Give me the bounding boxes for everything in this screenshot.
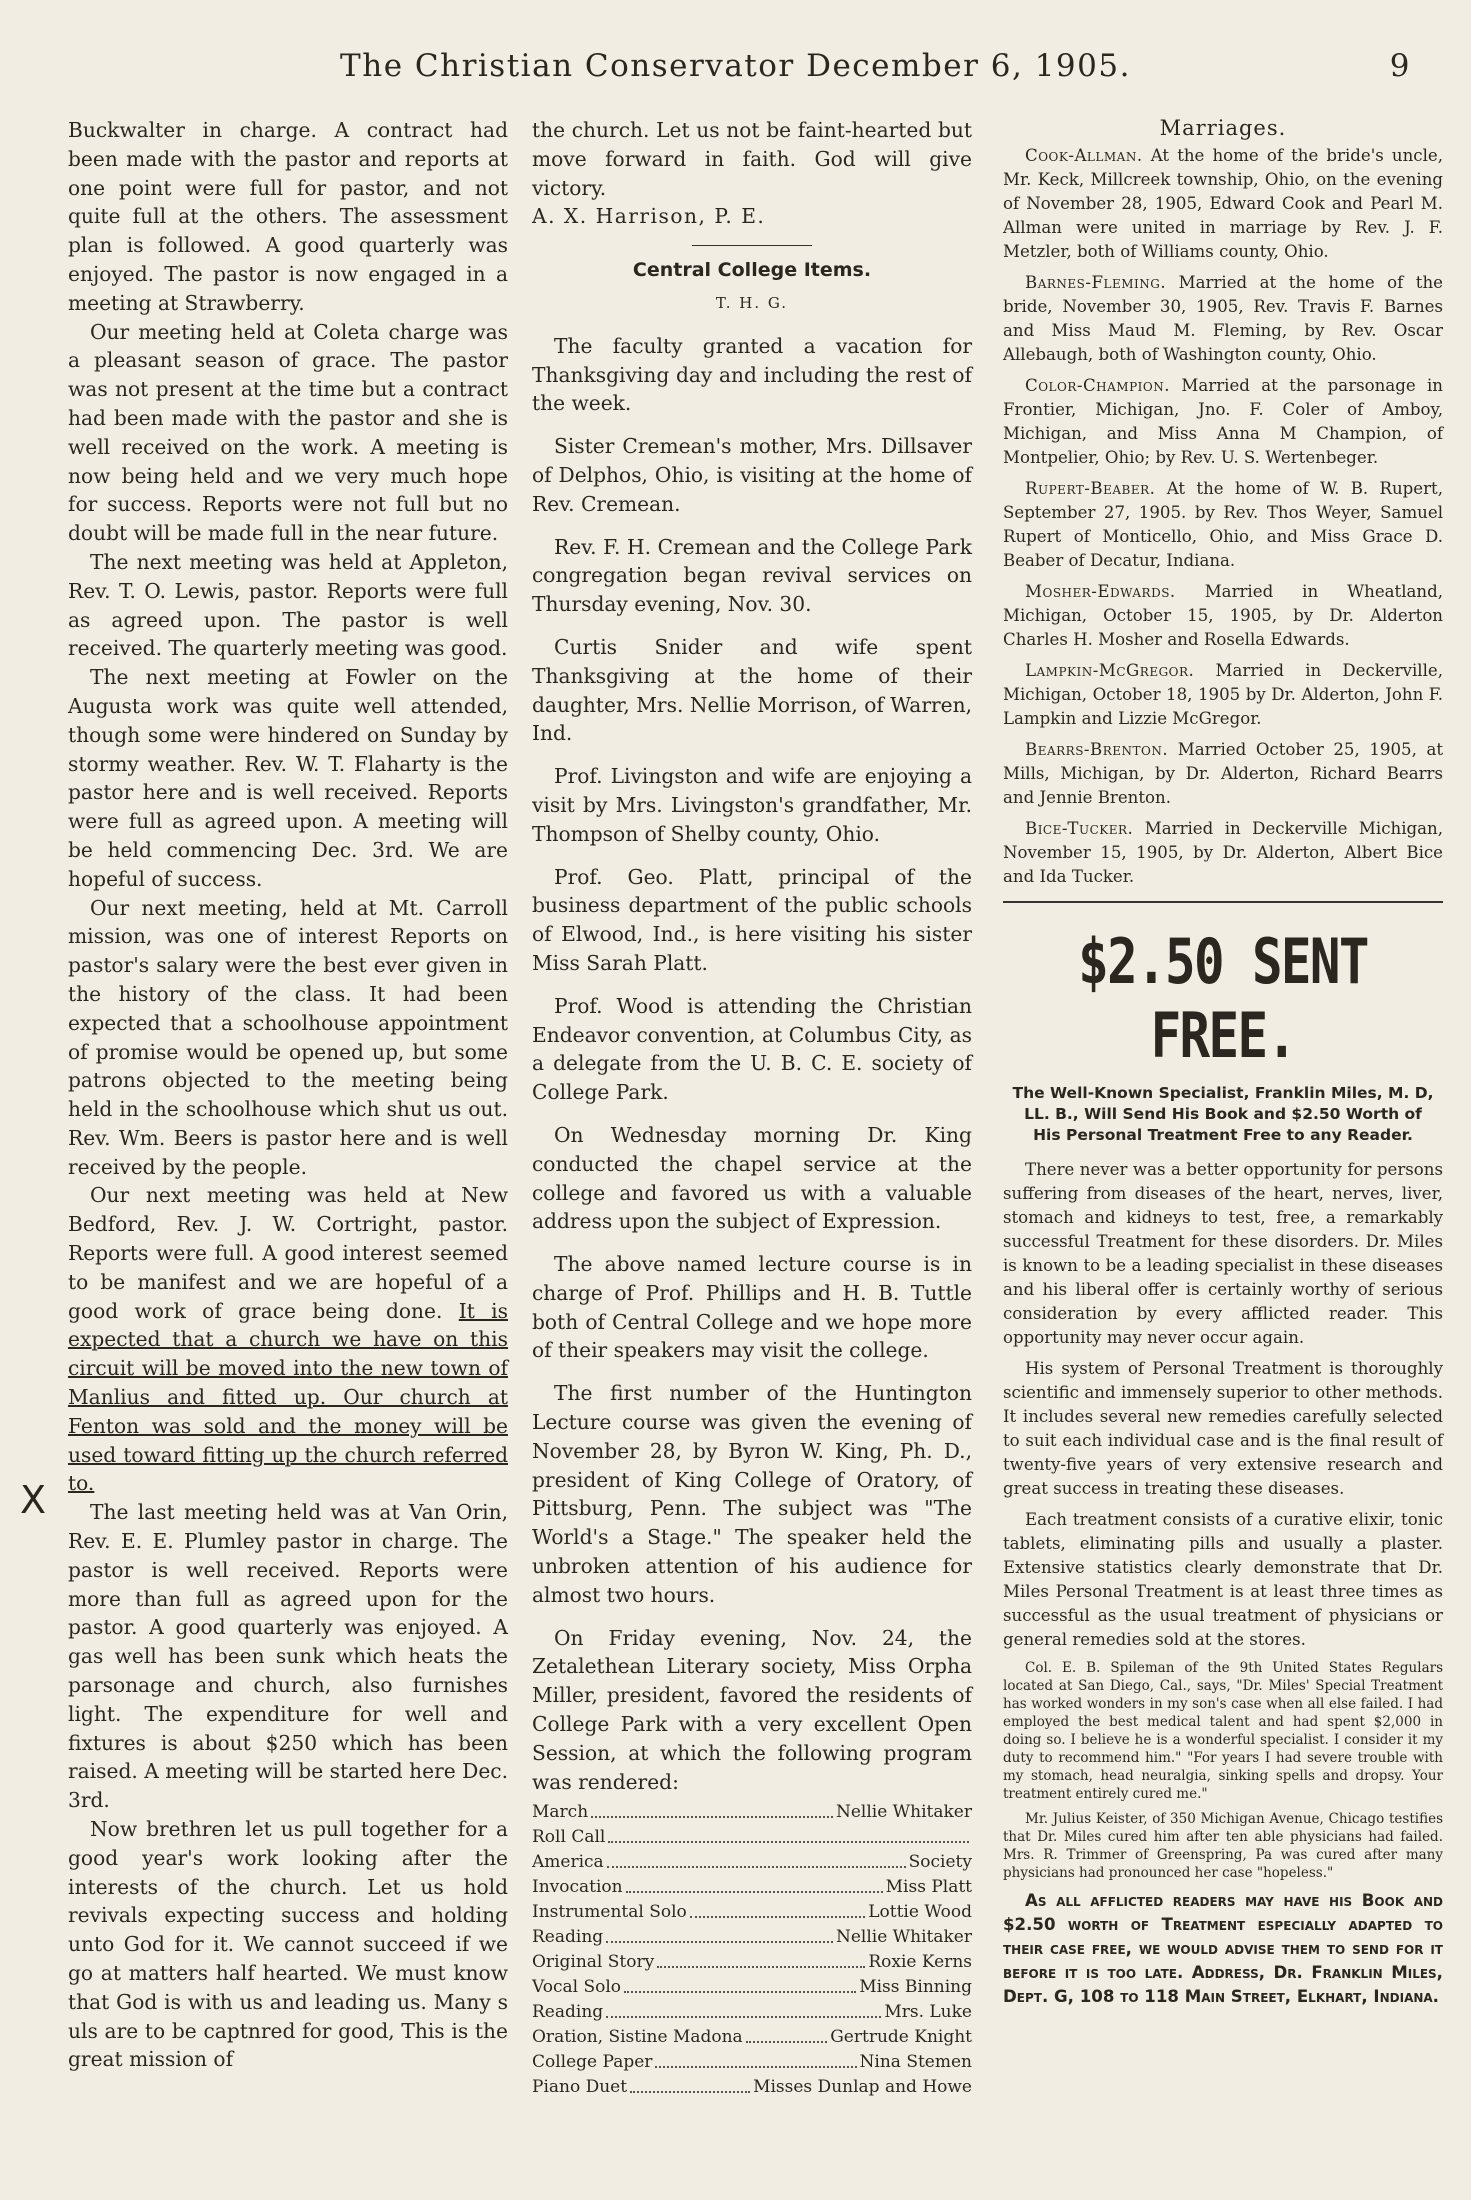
advertisement-divider — [1003, 901, 1443, 903]
program-performer: Roxie Kerns — [868, 1952, 972, 1973]
program-performer: Nina Stemen — [859, 2052, 972, 2073]
article-paragraph: Our next meeting, held at Mt. Carroll mission, was one of interest Reports on pastor's salary were the best ever given in the history of the class. It had been expected that a schoolhouse appointment of promise would be opened up, but some patrons objected to the meeting being held in the schoolhouse which shut us out. Rev. Wm. Beers is pastor here and is well received by the people. — [68, 895, 508, 1179]
marriage-text: Married at the parsonage in Frontier, Michigan, Jno. F. Coler of Amboy, Michigan, and Miss Anna M Champion, of Montpelier, Ohio; by Rev. U. S. Wertenbeger. — [1003, 376, 1443, 467]
program-performer: Nellie Whitaker — [835, 1802, 972, 1823]
program-list — [532, 1800, 972, 2100]
article-paragraph: The next meeting at Fowler on the Augusta work was quite well attended, though some were hindered on Sunday by stormy weather. Rev. W. T. Flaharty is the pastor here and is well received. Reports were full as agreed upon. A meeting will be held commencing Dec. 3rd. We are hopeful of success. — [68, 665, 508, 891]
marriage-names: Color-Champion. — [1025, 376, 1171, 395]
program-item: Instrumental Solo — [532, 1902, 687, 1923]
marriage-notice — [1003, 817, 1443, 889]
program-item: Invocation — [532, 1877, 623, 1898]
program-row — [532, 1900, 972, 1925]
program-performer: Miss Binning — [859, 1977, 972, 1998]
leader-dots — [624, 1975, 856, 1993]
program-row — [532, 1800, 972, 1825]
column-1 — [68, 116, 508, 2074]
ad-testimonial: Mr. Julius Keister, of 350 Michigan Avenue, Chicago testifies that Dr. Miles cured him after ten able physicians had failed. Mrs. R. Trimmer of Greenspring, Pa was cured after many physicians had pronounced her case "hopeless." — [1003, 1811, 1443, 1881]
ad-headline: $2.50 SENT FREE. — [1078, 925, 1368, 1072]
news-item: The faculty granted a vacation for Thanksgiving day and including the rest of the week. — [532, 333, 972, 416]
ad-paragraph: Each treatment consists of a curative elixir, tonic tablets, eliminating pills and usually a plaster. Extensive statistics clearly demonstrate that Dr. Miles Personal Treatment is at least three times as successful as the usual treatment of physicians or general remedies sold at the stores. — [1003, 1510, 1443, 1649]
section-title: Central College Items. — [632, 259, 872, 282]
news-item: On Friday evening, Nov. 24, the Zetalethean Literary society, Miss Orpha Miller, president, favored the residents of College Park with a very excellent Open Session, at which the following program was rendered: — [532, 1625, 972, 1794]
program-item: Reading — [532, 2002, 604, 2023]
program-performer: Gertrude Knight — [830, 2027, 972, 2048]
news-item: Prof. Livingston and wife are enjoying a visit by Mrs. Livingston's grandfather, Mr. Thompson of Shelby county, Ohio. — [532, 764, 972, 846]
program-row — [532, 1925, 972, 1950]
news-item: Prof. Wood is attending the Christian Endeavor convention, at Columbus City, as a delegate from the U. B. C. E. society of College Park. — [532, 993, 972, 1105]
leader-dots — [690, 1900, 865, 1918]
news-item: Curtis Snider and wife spent Thanksgiving at the home of their daughter, Mrs. Nellie Morrison, of Warren, Ind. — [532, 634, 972, 746]
marriage-names: Mosher-Edwards. — [1025, 582, 1176, 601]
leader-dots — [746, 2025, 828, 2043]
leader-dots — [591, 1800, 833, 1818]
marriage-text: At the home of W. B. Rupert, September 27, 1905. by Rev. Thos Weyer, Samuel Rupert of Monticello, Ohio, and Miss Grace D. Beaber of Decatur, Indiana. — [1003, 479, 1443, 570]
marriage-notice — [1003, 659, 1443, 731]
program-performer: Mrs. Luke — [884, 2002, 972, 2023]
marriage-notice — [1003, 738, 1443, 810]
section-byline: T. H. G. — [715, 293, 789, 312]
leader-dots — [607, 1850, 906, 1868]
leader-dots — [606, 1925, 833, 1943]
program-performer: Lottie Wood — [868, 1902, 972, 1923]
article-paragraph: Our meeting held at Coleta charge was a pleasant season of grace. The pastor was not present at the time but a contract had been made with the pastor and she is well received on the work. A meeting is now being held and we very much hope for success. Reports were not full but no doubt will be made full in the near future. — [68, 319, 508, 546]
marriages-title: Marriages. — [1159, 116, 1287, 140]
program-item: Roll Call — [532, 1827, 606, 1848]
program-item: Vocal Solo — [532, 1977, 622, 1998]
article-paragraph: The next meeting was held at Appleton, Rev. T. O. Lewis, pastor. Reports were full as agreed upon. The pastor is well received. The quarterly meeting was good. — [68, 549, 508, 661]
page-header — [0, 48, 1471, 84]
program-row — [532, 2075, 972, 2100]
ad-paragraph: There never was a better opportunity for persons suffering from diseases of the heart, nerves, liver, stomach and kidneys to test, free, a remarkably successful Treatment for these disorders. Dr. Miles is known to be a leading specialist in these diseases and his liberal offer is certainly worthy of serious consideration by every afflicted reader. This opportunity may never occur again. — [1003, 1160, 1443, 1347]
program-row — [532, 1975, 972, 2000]
masthead-title: The Christian Conservator December 6, 1905. — [340, 48, 1131, 84]
news-item: The first number of the Huntington Lecture course was given the evening of November 28, by Byron W. King, Ph. D., president of King College of Oratory, of Pittsburg, Penn. The subject was "The World's a Stage." The speaker held the unbroken attention of his audience for almost two hours. — [532, 1381, 972, 1607]
program-item: College Paper — [532, 2052, 653, 2073]
article-paragraph: the church. Let us not be faint-hearted but move forward in faith. God will give victory. — [532, 118, 972, 200]
program-performer: Nellie Whitaker — [835, 1927, 972, 1948]
program-item: Oration, Sistine Madona — [532, 2027, 743, 2048]
program-row — [532, 2000, 972, 2025]
marriage-names: Bearrs-Brenton. — [1025, 740, 1169, 759]
news-item: Sister Cremean's mother, Mrs. Dillsaver of Delphos, Ohio, is visiting at the home of Rev. Cremean. — [532, 434, 972, 516]
section-divider — [692, 245, 812, 246]
program-item: Piano Duet — [532, 2077, 628, 2098]
program-row — [532, 1950, 972, 1975]
program-item: America — [532, 1852, 604, 1873]
leader-dots — [606, 2000, 881, 2018]
marriage-notice — [1003, 580, 1443, 652]
leader-dots — [657, 1950, 865, 1968]
marriage-names: Barnes-Fleming. — [1025, 273, 1167, 292]
marriage-text: Married in Deckerville, Michigan, October 18, 1905 by Dr. Alderton, John F. Lampkin and Lizzie McGregor. — [1003, 661, 1443, 728]
marriage-text: Married October 25, 1905, at Mills, Michigan, by Dr. Alderton, Richard Bearrs and Jennie Brenton. — [1003, 740, 1444, 807]
program-row — [532, 1850, 972, 1875]
underlined-passage: It is expected that a church we have on this circuit will be moved into the new town of Manlius and fitted up. Our church at Fenton was sold and the money will be used toward fitting up the church referred to. — [68, 1298, 509, 1496]
program-performer: Misses Dunlap and Howe — [753, 2077, 972, 2098]
marriage-text: Married in Wheatland, Michigan, October 15, 1905, by Dr. Alderton Charles H. Mosher and Rosella Edwards. — [1003, 582, 1444, 649]
news-item: Rev. F. H. Cremean and the College Park congregation began revival services on Thursday evening, Nov. 30. — [532, 534, 972, 617]
marriage-names: Bice-Tucker. — [1025, 819, 1134, 838]
ad-subheadline: The Well-Known Specialist, Franklin Miles, M. D, LL. B., Will Send His Book and $2.50 Worth of His Personal Treatment Free to any Reader. — [1012, 1084, 1434, 1144]
leader-dots — [608, 1825, 969, 1843]
marriage-names: Cook-Allman. — [1025, 146, 1143, 165]
program-row — [532, 1875, 972, 1900]
marriage-notice — [1003, 374, 1443, 470]
program-row — [532, 1825, 972, 1850]
marriage-names: Lampkin-McGregor. — [1025, 661, 1195, 680]
ad-testimonial: Col. E. B. Spileman of the 9th United States Regulars located at San Diego, Cal., says, "Dr. Miles' Special Treatment has worked wonders in my son's case when all else failed. I had employed the best medical talent and had spent $2,000 in doing so. I believe he is a wonderful specialist. I consider it my duty to recommend him." "For years I had severe trouble with my stomach, head neuralgia, sinking spells and dropsy. Your treatment entirely cured me." — [1003, 1660, 1443, 1802]
program-performer: Miss Platt — [885, 1877, 972, 1898]
article-paragraph — [68, 1181, 508, 1498]
article-signature: A. X. Harrison, P. E. — [532, 204, 766, 229]
program-item: March — [532, 1802, 589, 1823]
margin-mark: X — [20, 1478, 47, 1522]
marriage-notice — [1003, 271, 1443, 367]
leader-dots — [655, 2050, 856, 2068]
news-item: The above named lecture course is in charge of Prof. Phillips and H. B. Tuttle both of Central College and we hope more of their speakers may visit the college. — [532, 1252, 972, 1363]
news-item: Prof. Geo. Platt, principal of the business department of the public schools of Elwood, Ind., is here visiting his sister Miss Sarah Platt. — [532, 864, 972, 975]
article-paragraph: Buckwalter in charge. A contract had been made with the pastor and reports at one point were full for pastor, and not quite full at the others. The assessment plan is followed. A good quarterly was enjoyed. The pastor is now engaged in a meeting at Strawberry. — [68, 118, 508, 315]
news-item: On Wednesday morning Dr. King conducted the chapel service at the college and favored us with a valuable address upon the subject of Expression. — [532, 1122, 972, 1234]
program-row — [532, 2050, 972, 2075]
program-performer: Society — [908, 1852, 972, 1873]
program-item: Original Story — [532, 1952, 655, 1973]
paragraph-text: Our next meeting was held at New Bedford, Rev. J. W. Cortright, pastor. Reports were full. A good interest seemed to be manifest and we are hopeful of a good work of grace being done. — [68, 1183, 508, 1323]
marriage-names: Rupert-Beaber. — [1025, 479, 1156, 498]
marriage-notice — [1003, 477, 1443, 573]
program-item: Reading — [532, 1927, 604, 1948]
ad-paragraph: His system of Personal Treatment is thoroughly scientific and immensely superior to other methods. It includes several new remedies carefully selected to suit each individual case and is the final result of twenty-five years of very extensive research and great success in treating these diseases. — [1003, 1359, 1443, 1498]
article-paragraph: Now brethren let us pull together for a good year's work looking after the interests of the church. Let us hold revivals expecting success and holding unto God for it. We cannot succeed if we go at matters half hearted. We must know that God is with us and leading us. Many s uls are to be captnred for good, This is the great mission of — [68, 1817, 508, 2072]
article-paragraph: The last meeting held was at Van Orin, Rev. E. E. Plumley pastor in charge. The pastor is well received. Reports were more than full as agreed upon for the pastor. A good quarterly was enjoyed. A gas well has been sunk which heats the parsonage and church, also furnishes light. The expenditure for well and fixtures is about $250 which has been raised. A meeting will be started here Dec. 3rd. — [68, 1500, 508, 1813]
marriage-text: At the home of the bride's uncle, Mr. Keck, Millcreek township, Ohio, on the evening of November 28, 1905, Edward Cook and Pearl M. Allman were united in marriage by Rev. J. F. Metzler, both of Williams county, Ohio. — [1003, 146, 1443, 261]
marriage-notice — [1003, 144, 1443, 264]
page-number: 9 — [1389, 48, 1411, 84]
column-2 — [532, 116, 972, 2100]
leader-dots — [630, 2075, 750, 2093]
marriage-text: Married in Deckerville Michigan, November 15, 1905, by Dr. Alderton, Albert Bice and Ida Tucker. — [1003, 819, 1443, 886]
program-row — [532, 2025, 972, 2050]
ad-closing: As all afflicted readers may have his Book and $2.50 worth of Treatment especially adapted to their case free, we would advise them to send for it before it is too late. Address, Dr. Franklin Miles, Dept. G, 108 to 118 Main Street, Elkhart, Indiana. — [1003, 1891, 1443, 2006]
marriage-text: Married at the home of the bride, November 30, 1905, Rev. Travis F. Barnes and Miss Maud M. Fleming, by Rev. Oscar Allebaugh, both of Washington county, Ohio. — [1003, 273, 1443, 364]
leader-dots — [626, 1875, 883, 1893]
column-3 — [1003, 116, 1443, 2016]
